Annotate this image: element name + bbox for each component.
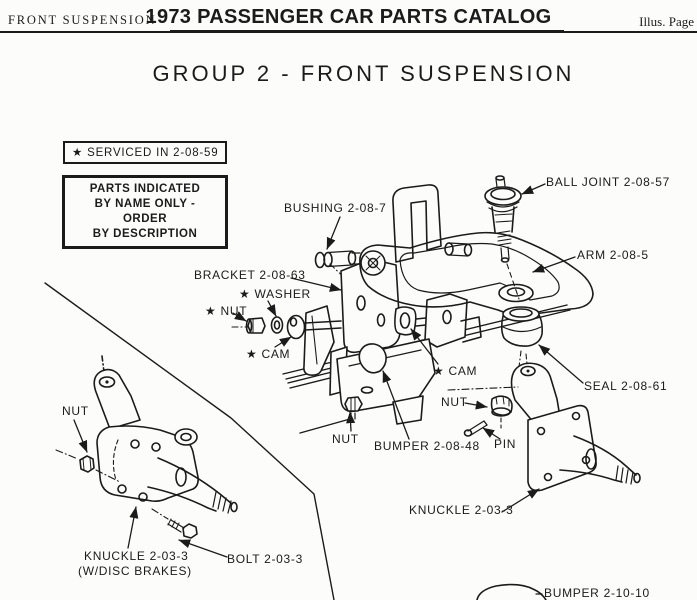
parts-note-line3: BY DESCRIPTION bbox=[92, 228, 198, 240]
label-bumper: BUMPER 2-08-48 bbox=[374, 439, 480, 453]
label-washer: ★ WASHER bbox=[239, 287, 311, 301]
label-bolt: BOLT 2-03-3 bbox=[227, 552, 303, 566]
label-knuckle-disc-2: (W/DISC BRAKES) bbox=[78, 564, 192, 578]
label-arm: ARM 2-08-5 bbox=[577, 248, 649, 262]
label-nut-pin: NUT bbox=[441, 395, 468, 409]
knuckle-disc-drawing bbox=[56, 356, 237, 538]
label-nut-bumper: NUT bbox=[332, 432, 359, 446]
label-ball-joint: BALL JOINT 2-08-57 bbox=[546, 175, 670, 189]
parts-note-line2: BY NAME ONLY - ORDER bbox=[94, 198, 196, 225]
header-illus-page: Illus. Page bbox=[639, 14, 694, 29]
label-knuckle-disc-1: KNUCKLE 2-03-3 bbox=[84, 549, 189, 563]
label-nut-serviced: ★ NUT bbox=[205, 304, 248, 318]
label-knuckle: KNUCKLE 2-03-3 bbox=[409, 503, 514, 517]
label-nut-knuckle: NUT bbox=[62, 404, 89, 418]
serviced-note-text: ★ SERVICED IN 2-08-59 bbox=[72, 147, 219, 159]
page-title: 1973 PASSENGER CAR PARTS CATALOG bbox=[145, 6, 552, 28]
label-seal: SEAL 2-08-61 bbox=[584, 379, 668, 393]
label-bushing: BUSHING 2-08-7 bbox=[284, 201, 387, 215]
bumper-lower-drawing bbox=[477, 585, 546, 600]
seal-drawing bbox=[502, 307, 542, 367]
parts-note-line1: PARTS INDICATED bbox=[89, 183, 201, 195]
label-cam-right: ★ CAM bbox=[433, 364, 478, 378]
label-pin: PIN bbox=[494, 437, 517, 451]
label-cam-left: ★ CAM bbox=[246, 347, 291, 361]
group-title: GROUP 2 - FRONT SUSPENSION bbox=[152, 61, 575, 86]
header-section-name: FRONT SUSPENSION bbox=[8, 13, 157, 27]
label-bumper-lower: BUMPER 2-10-10 bbox=[544, 586, 650, 600]
label-bracket: BRACKET 2-08-63 bbox=[194, 268, 306, 282]
